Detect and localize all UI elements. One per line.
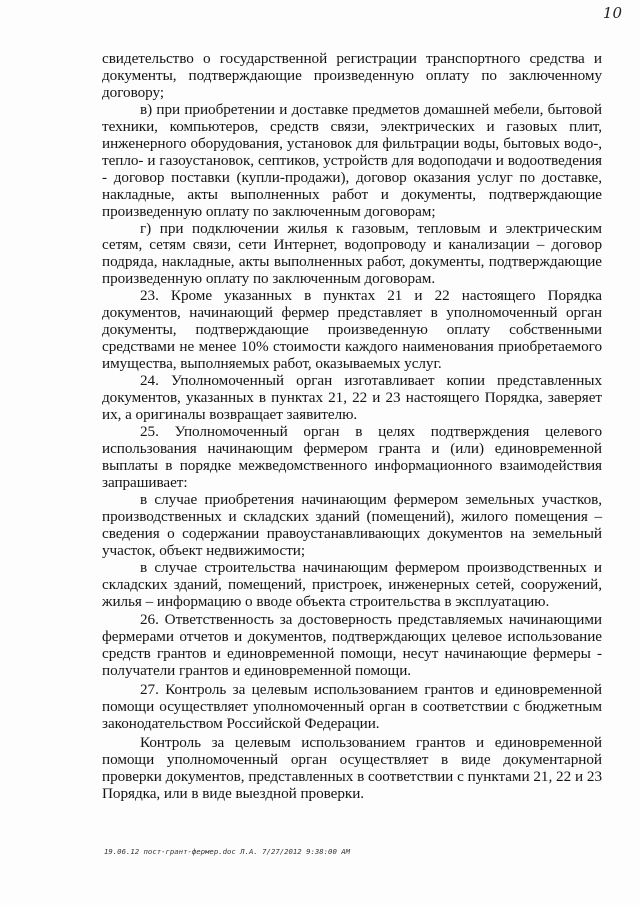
paragraph-clause-27: 27. Контроль за целевым использованием грантов и единовременной помощи осуществляет уполномоченный орган в соответствии с бюджетным законодательством Российской Федерации.	[102, 681, 602, 733]
paragraph-clause-24: 24. Уполномоченный орган изготавливает копии представленных документов, указанных в пунктах 21, 22 и 23 настоящего Порядка, заверяет их, а оригиналы возвращает заявителю.	[102, 372, 602, 424]
paragraph-clause-25: 25. Уполномоченный орган в целях подтверждения целевого использования начинающим фермером гранта и (или) единовременной выплаты в порядке межведомственного информационного взаимодействия запрашивает:	[102, 422, 602, 491]
paragraph-control: Контроль за целевым использованием грантов и единовременной помощи уполномоченный орган осуществляет в виде документарной проверки документов, представленных в соответствии с пунктами 21, 22 и 23 Порядка, или в виде выездной проверки.	[102, 734, 602, 802]
paragraph-clause-23: 23. Кроме указанных в пунктах 21 и 22 настоящего Порядка документов, начинающий фермер представляет в уполномоченный орган документы, подтверждающие произведенную оплату собственными средствами не менее 10% стоимости каждого наименования приобретаемого имущества, выполняемых работ, оказываемых услуг.	[102, 287, 602, 373]
paragraph-registration-docs: свидетельство о государственной регистрации транспортного средства и документы, подтверждающие произведенную оплату по заключенному договору;	[102, 50, 602, 101]
document-body	[102, 51, 602, 803]
paragraph-construction: в случае строительства начинающим фермером производственных и складских зданий, помещений, пристроек, инженерных сетей, сооружений, жилья – информацию о вводе объекта строительства в эксплуатацию.	[102, 558, 602, 610]
page-number: 10	[602, 4, 622, 22]
paragraph-clause-26: 26. Ответственность за достоверность представляемых начинающими фермерами отчетов и документов, подтверждающих целевое использование средств грантов и единовременной помощи, несут начинающие фермеры - получатели грантов и единовременной помощи.	[102, 611, 602, 680]
paragraph-item-g: г) при подключении жилья к газовым, тепловым и электрическим сетям, сетям связи, сети Интернет, водопроводу и канализации – договор подряда, накладные, акты выполненных работ, документы, подтверждающие произведенную оплату по заключенным договорам.	[102, 219, 602, 288]
paragraph-item-v: в) при приобретении и доставке предметов домашней мебели, бытовой техники, компьютеров, средств связи, электрических и газовых плит, инженерного оборудования, установок для фильтрации воды, бытовых водо-, тепло- и газоустановок, септиков, устройств для водоподачи и водоотведения - договор поставки (купли-продажи), договор оказания услуг по доставке, накладные, акты выполненных работ и документы, подтверждающие произведенную оплату по заключенным договорам;	[102, 100, 602, 220]
paragraph-land-purchase: в случае приобретения начинающим фермером земельных участков, производственных и складских зданий (помещений), жилого помещения – сведения о содержании правоустанавливающих документов на земельный участок, объект недвижимости;	[102, 490, 602, 559]
document-footer: 19.06.12 пост-грант-фермер.doc Л.А. 7/27/2012 9:38:00 AM	[104, 847, 351, 856]
